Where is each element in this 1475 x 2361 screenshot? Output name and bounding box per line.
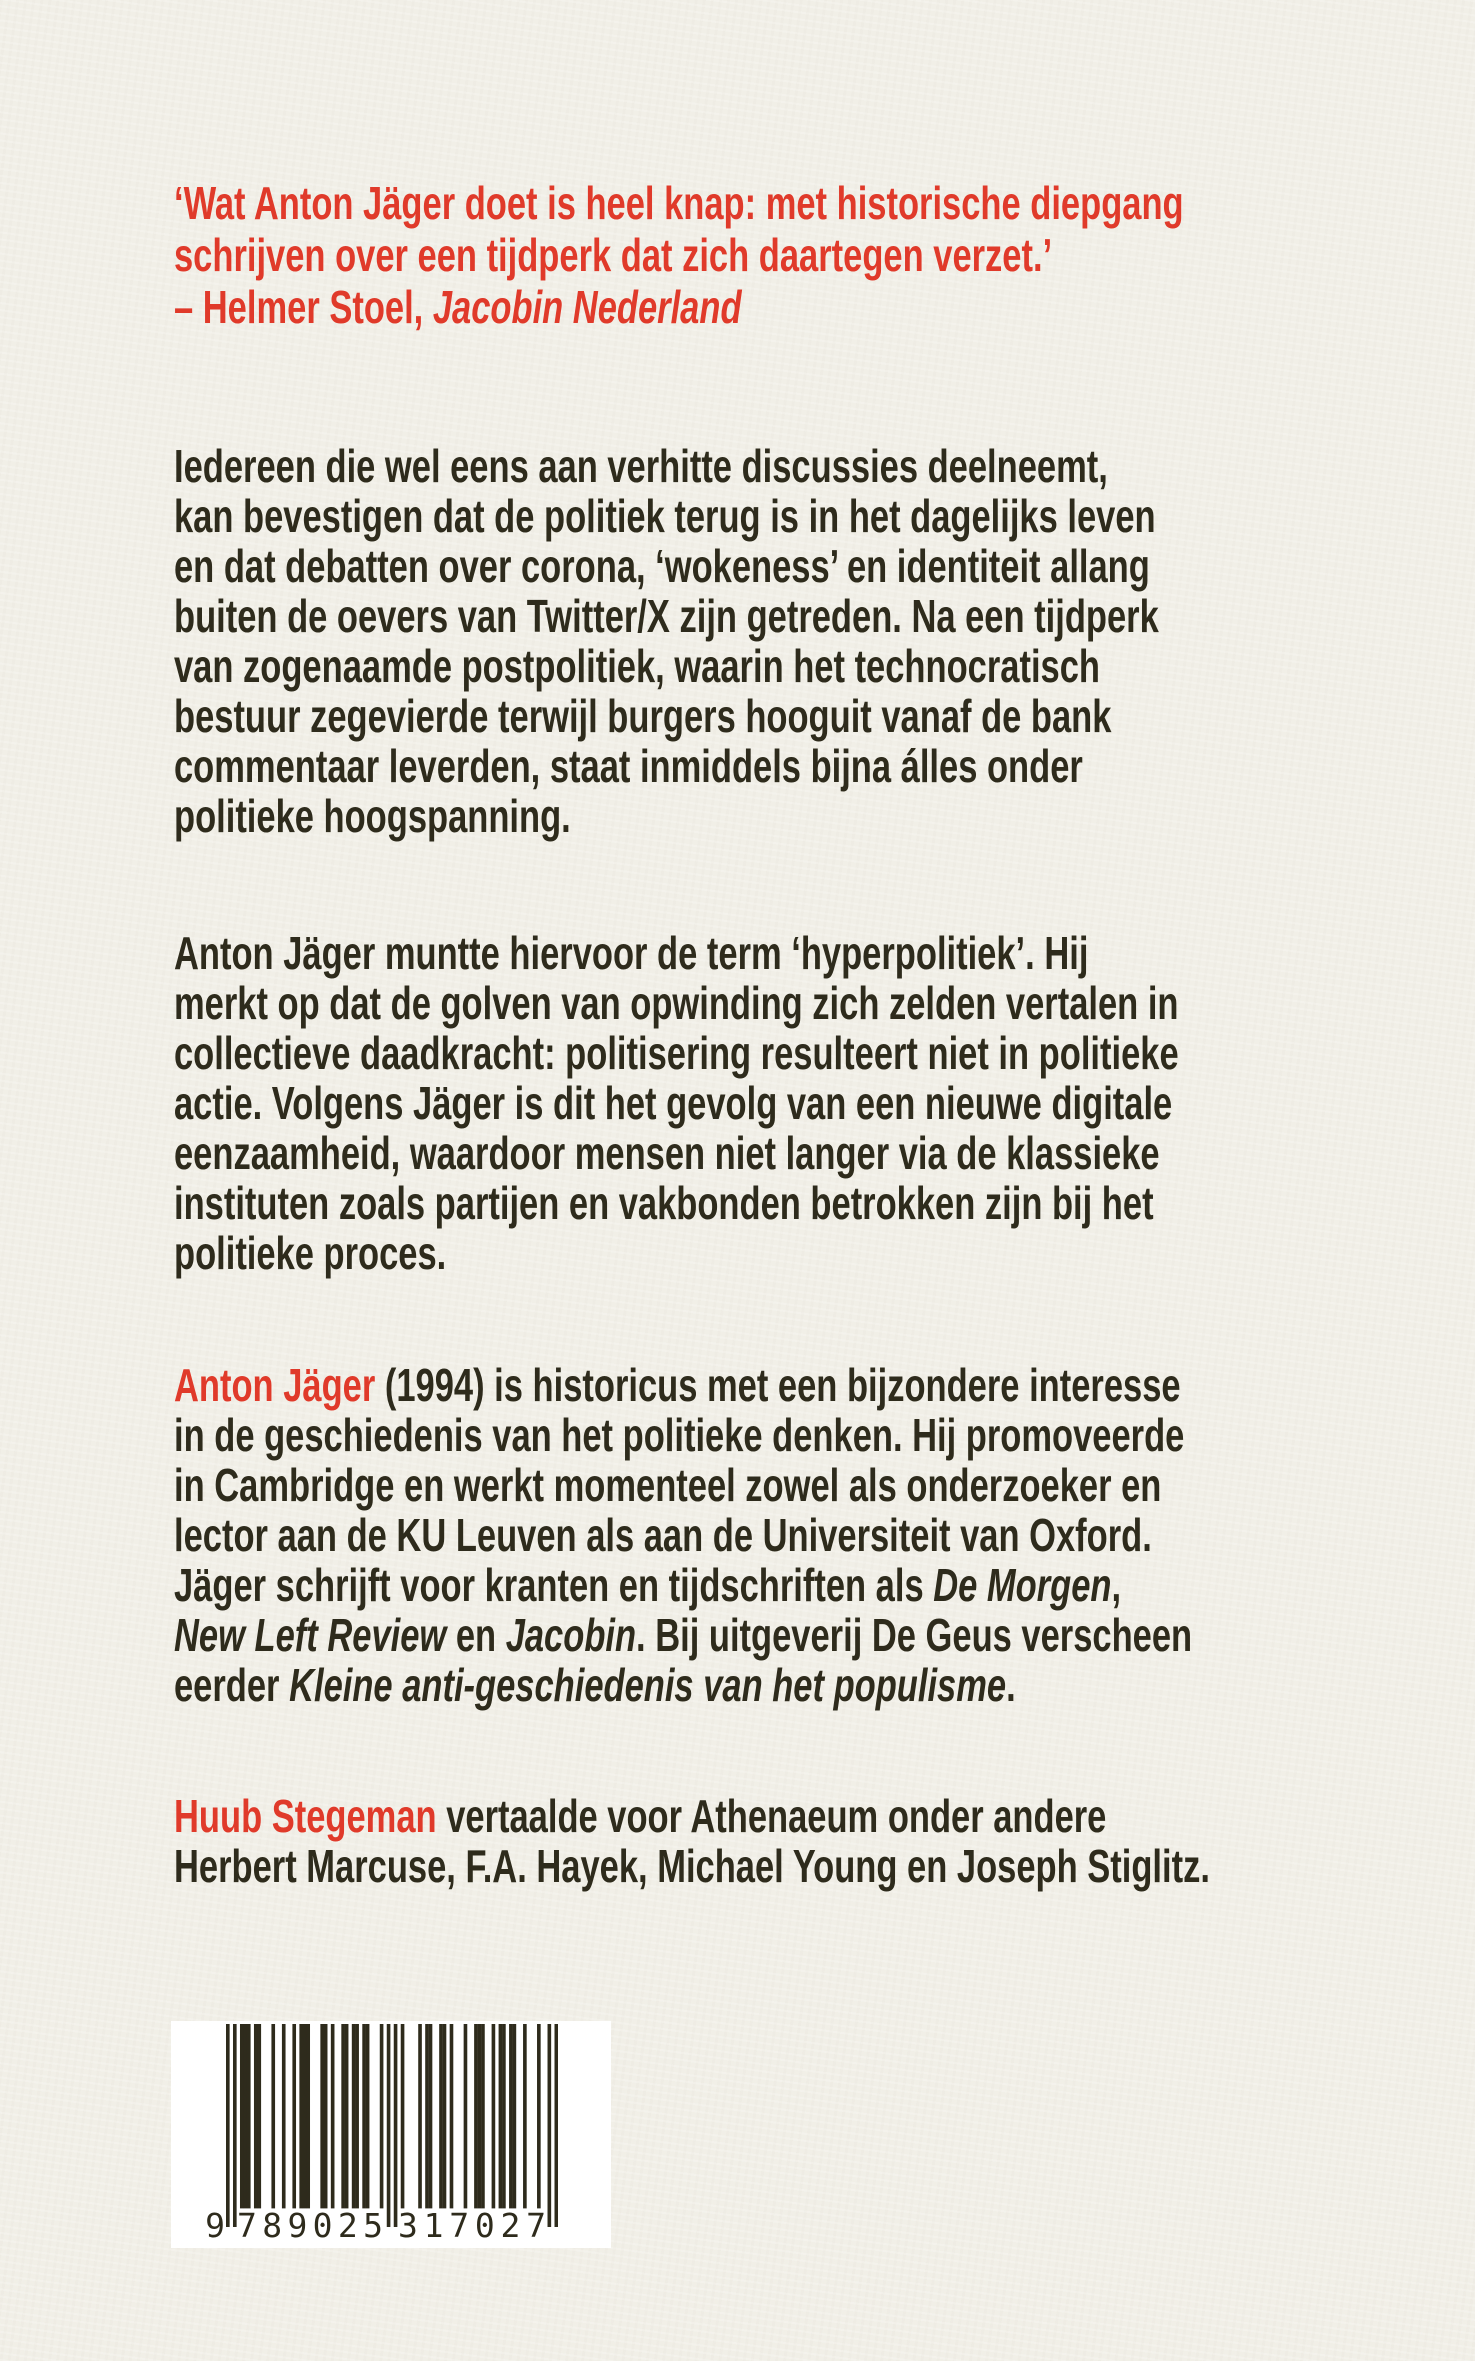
text-line	[174, 691, 1159, 741]
text-line	[174, 1360, 1192, 1410]
text-segment: commentaar leverden, staat inmiddels bijna álles onder	[174, 740, 1083, 792]
translator-note	[174, 1791, 1475, 1891]
barcode-bars	[226, 2024, 558, 2227]
review-quote	[174, 177, 1475, 333]
text-line	[174, 1410, 1192, 1460]
blurb-paragraph-1	[174, 441, 1475, 841]
text-line	[174, 281, 1184, 333]
barcode-digit: 2	[337, 2206, 358, 2245]
text-segment: en	[446, 1609, 506, 1661]
barcode-digit-group-right	[398, 2207, 546, 2245]
text-line	[174, 1078, 1179, 1128]
text-segment: merkt op dat de golven van opwinding zich zelden vertalen in	[174, 977, 1179, 1029]
text-segment: actie. Volgens Jäger is dit het gevolg van een nieuwe digitale	[174, 1077, 1173, 1129]
text-line	[174, 1841, 1210, 1891]
text-segment: eerder	[174, 1659, 290, 1711]
text-line	[174, 591, 1159, 641]
text-segment: – Helmer Stoel,	[174, 281, 433, 333]
text-segment: politieke hoogspanning.	[174, 790, 571, 842]
blurb-paragraph-2	[174, 928, 1475, 1278]
text-line	[174, 1028, 1179, 1078]
barcode-digit: 3	[398, 2206, 418, 2245]
text-segment: ‘Wat Anton Jäger doet is heel knap: met historische diepgang	[174, 177, 1184, 229]
text-segment: en dat debatten over corona, ‘wokeness’ en identiteit allang	[174, 540, 1150, 592]
text-line	[174, 491, 1159, 541]
barcode-digit: 0	[474, 2206, 495, 2245]
text-segment: Anton Jäger	[174, 1359, 376, 1411]
text-line	[174, 791, 1159, 841]
text-line	[174, 229, 1184, 281]
text-segment: Anton Jäger muntte hiervoor de term ‘hyperpolitiek’. Hij	[174, 927, 1089, 979]
text-segment: schrijven over een tijdperk dat zich daartegen verzet.’	[174, 229, 1053, 281]
text-line	[174, 1560, 1192, 1610]
barcode-digit: 1	[423, 2206, 444, 2245]
text-segment: kan bevestigen dat de politiek terug is in het dagelijks leven	[174, 490, 1156, 542]
text-line	[174, 978, 1179, 1028]
text-segment: in Cambridge en werkt momenteel zowel als onderzoeker en	[174, 1459, 1162, 1511]
barcode-digit: 0	[312, 2206, 333, 2245]
barcode-digit: 5	[363, 2206, 383, 2245]
barcode-digit: 7	[449, 2206, 470, 2245]
text-segment: instituten zoals partijen en vakbonden betrokken zijn bij het	[174, 1177, 1154, 1229]
text-line	[174, 541, 1159, 591]
text-line	[174, 1660, 1192, 1710]
text-segment: . Bij uitgeverij De Geus verscheen	[636, 1609, 1193, 1661]
text-segment: (1994) is historicus met een bijzondere interesse	[375, 1359, 1181, 1411]
barcode-digit: 7	[237, 2206, 257, 2245]
text-segment: bestuur zegevierde terwijl burgers hooguit vanaf de bank	[174, 690, 1112, 742]
text-segment: vertaalde voor Athenaeum onder andere	[436, 1790, 1107, 1842]
text-segment: in de geschiedenis van het politieke denken. Hij promoveerde	[174, 1409, 1185, 1461]
text-segment: politieke proces.	[174, 1227, 447, 1279]
text-line	[174, 741, 1159, 791]
barcode-digit: 9	[287, 2206, 308, 2245]
text-segment: Iedereen die wel eens aan verhitte discussies deelneemt,	[174, 440, 1108, 492]
text-line	[174, 1178, 1179, 1228]
text-segment: lector aan de KU Leuven als aan de Universiteit van Oxford.	[174, 1509, 1152, 1561]
text-segment: .	[1006, 1659, 1016, 1711]
text-line	[174, 177, 1184, 229]
barcode-digit: 2	[500, 2206, 521, 2245]
barcode-digit: 8	[262, 2206, 283, 2245]
text-segment: eenzaamheid, waardoor mensen niet langer via de klassieke	[174, 1127, 1160, 1179]
author-bio	[174, 1360, 1475, 1710]
text-line	[174, 1228, 1179, 1278]
text-segment: ,	[1111, 1559, 1122, 1611]
text-line	[174, 1510, 1192, 1560]
barcode-digit-group: 9	[205, 2206, 225, 2245]
barcode-digit: 7	[526, 2206, 546, 2245]
barcode-digit-group-left	[237, 2207, 383, 2245]
text-segment: New Left Review	[174, 1609, 447, 1661]
text-segment: Kleine anti-geschiedenis van het populisme	[289, 1659, 1007, 1711]
text-line	[174, 441, 1159, 491]
text-segment: Jacobin Nederland	[432, 281, 742, 333]
text-line	[174, 1128, 1179, 1178]
text-segment: Herbert Marcuse, F.A. Hayek, Michael Young en Joseph Stiglitz.	[174, 1840, 1210, 1892]
text-line	[174, 641, 1159, 691]
text-segment: Huub Stegeman	[174, 1790, 437, 1842]
barcode	[171, 2021, 611, 2248]
text-line	[174, 928, 1179, 978]
text-segment: collectieve daadkracht: politisering resulteert niet in politieke	[174, 1027, 1179, 1079]
text-line	[174, 1610, 1192, 1660]
text-line	[174, 1791, 1210, 1841]
text-segment: Jäger schrijft voor kranten en tijdschriften als	[174, 1559, 934, 1611]
text-segment: Jacobin	[505, 1609, 637, 1661]
text-line	[174, 1460, 1192, 1510]
text-segment: van zogenaamde postpolitiek, waarin het technocratisch	[174, 640, 1100, 692]
barcode-digit-first	[181, 2207, 225, 2245]
text-segment: buiten de oevers van Twitter/X zijn getreden. Na een tijdperk	[174, 590, 1159, 642]
text-segment: De Morgen	[933, 1559, 1112, 1611]
